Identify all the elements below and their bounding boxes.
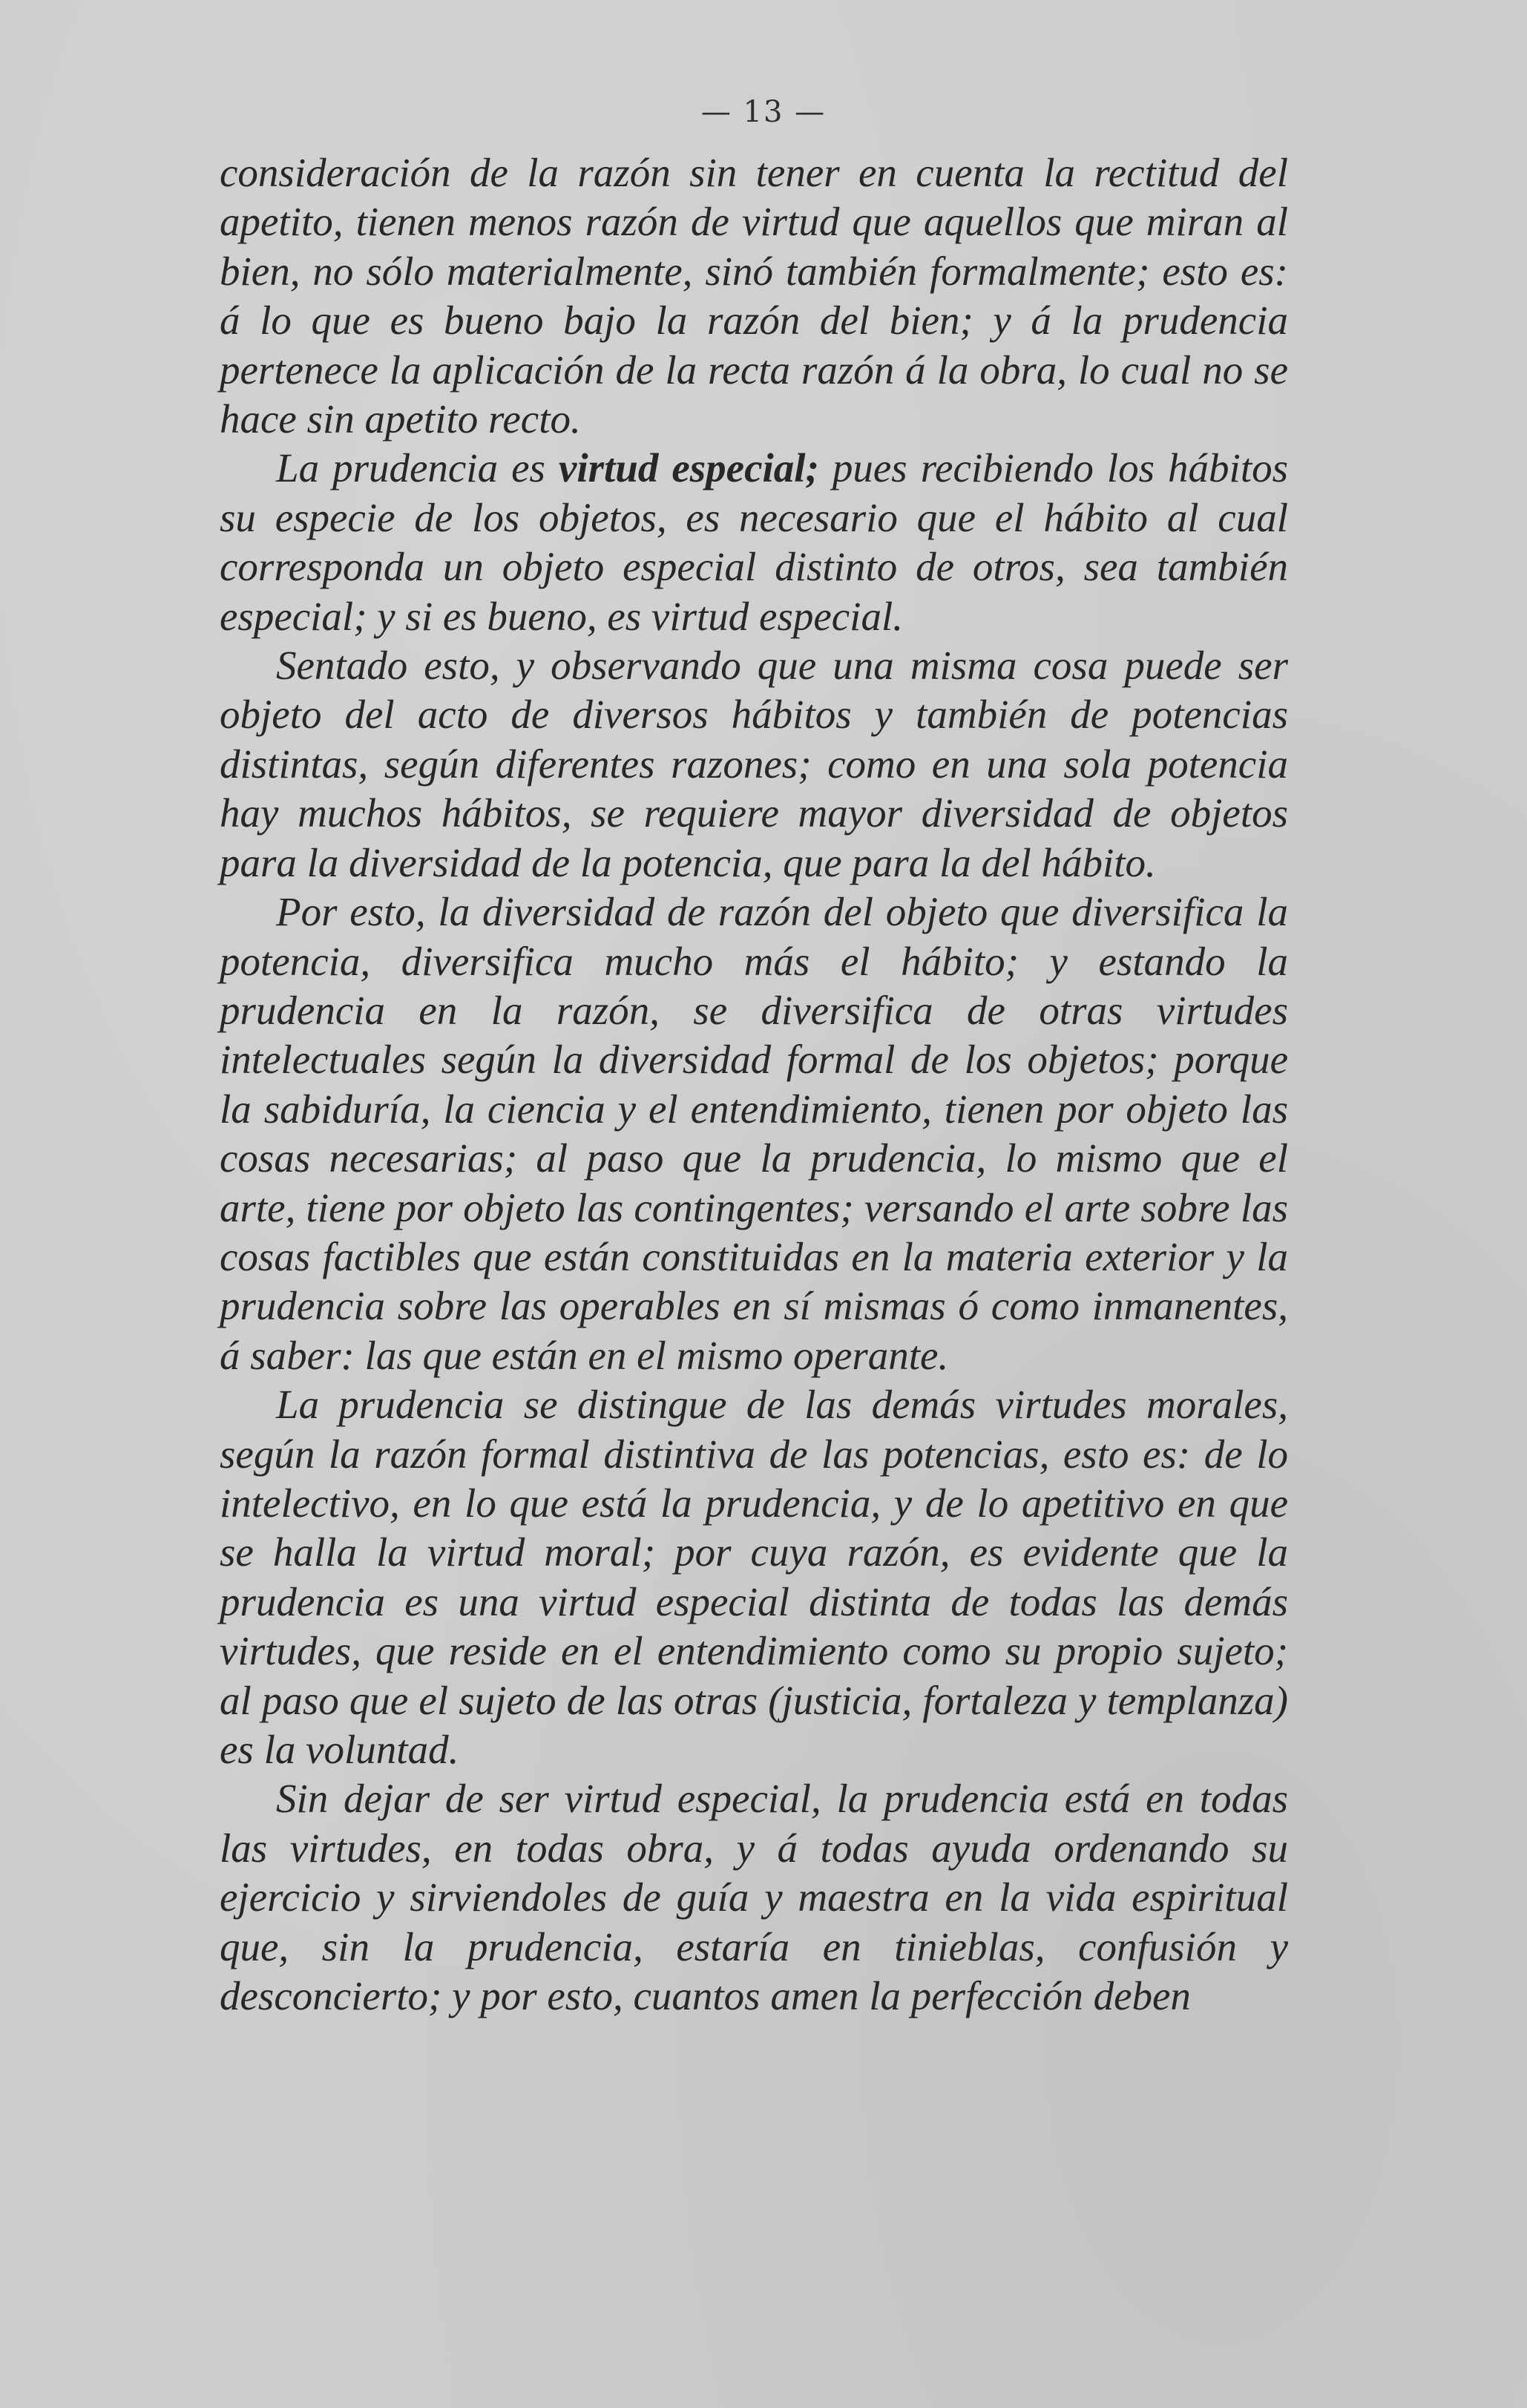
paragraph-1: consideración de la razón sin tener en cuenta la rectitud del apetito, tienen menos razón de virtud que aquellos que miran al bien, no sólo materialmente, sinó también formalmente; esto es: á lo que es bueno bajo la razón del bien; y á la prudencia pertenece la aplicación de la recta razón á la obra, lo cual no se hace sin apetito recto. xyxy=(220,150,1288,442)
paragraph-5: La prudencia se distingue de las demás virtudes morales, según la razón formal distintiva de las potencias, esto es: de lo intelectivo, en lo que está la prudencia, y de lo apetitivo en que se halla la virtud moral; por cuya razón, es evidente que la prudencia es una virtud especial distinta de todas las demás virtudes, que reside en el entendimiento como su propio sujeto; al paso que el sujeto de las otras (justicia, fortaleza y templanza) es la voluntad. xyxy=(220,1382,1288,1772)
paragraph-6: Sin dejar de ser virtud especial, la prudencia está en todas las virtudes, en todas obra, y á todas ayuda ordenando su ejercicio y sirviendoles de guía y maestra en la vida espiritual que, sin la prudencia, estaría en tinieblas, confusión y desconcierto; y por esto, cuantos amen la perfección deben xyxy=(220,1776,1288,2019)
paragraph-4: Por esto, la diversidad de razón del objeto que diversifica la potencia, diversifica mucho más el hábito; y estando la prudencia en la razón, se diversifica de otras virtudes intelectuales según la diversidad formal de los objetos; porque la sabiduría, la ciencia y el entendimiento, tienen por objeto las cosas necesarias; al paso que la prudencia, lo mismo que el arte, tiene por objeto las contingentes; versando el arte sobre las cosas factibles que están constituidas en la materia exterior y la prudencia sobre las operables en sí mismas ó como inmanentes, á saber: las que están en el mismo operante. xyxy=(220,889,1288,1378)
paragraph-3: Sentado esto, y observando que una misma cosa puede ser objeto del acto de diversos hábitos y también de potencias distintas, según diferentes razones; como en una sola potencia hay muchos hábitos, se requiere mayor diversidad de objetos para la diversidad de la potencia, que para la del hábito. xyxy=(220,643,1288,885)
paragraph-2-emphasis: virtud especial; xyxy=(558,445,819,491)
body-text xyxy=(220,148,1288,2021)
paragraph-2-start: La prudencia es xyxy=(276,445,559,491)
paragraph-2 xyxy=(220,444,1288,641)
page-number: — 13 — xyxy=(700,95,827,129)
paragraph-2-end: pues recibiendo los hábitos su especie de los objetos, es necesario que el hábito al cual corresponda un objeto especial distinto de otros, sea también especial; y si es bueno, es virtud especial. xyxy=(220,445,1288,639)
